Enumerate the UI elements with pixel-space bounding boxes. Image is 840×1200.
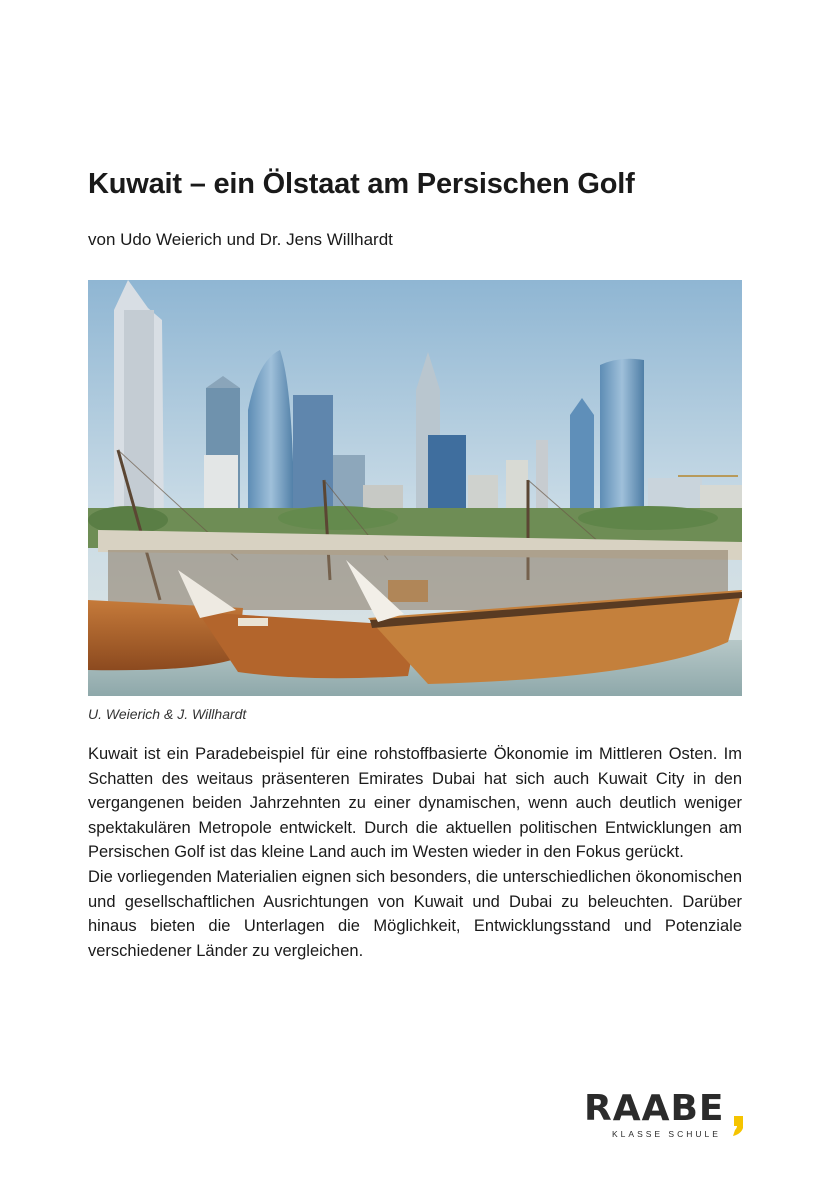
- logo-tagline: KLASSE SCHULE: [612, 1129, 721, 1139]
- document-title: Kuwait – ein Ölstaat am Persischen Golf: [88, 168, 635, 200]
- author-line: von Udo Weierich und Dr. Jens Willhardt: [88, 230, 393, 249]
- kuwait-city-harbor-photo: [88, 280, 742, 696]
- paragraph: Kuwait ist ein Paradebeispiel für eine rohstoffbasierte Ökonomie im Mittleren Osten. Im Schatten des weitaus präsenteren Emirates Dubai hat sich auch Kuwait City in den vergangenen beiden Jahrzehnten zu einer dynamischen, wenn auch deutlich weniger spektakulären Metropole entwickelt. Durch die aktuellen politischen Entwicklungen am Persischen Golf ist das kleine Land auch im Westen wieder in den Fokus gerückt.: [88, 745, 742, 862]
- logo-comma-icon: [732, 1098, 744, 1136]
- intro-text: [88, 742, 742, 963]
- image-caption: U. Weierich & J. Willhardt: [88, 706, 247, 722]
- logo-wordmark: RAABE: [584, 1088, 725, 1129]
- raabe-logo: [584, 1090, 746, 1140]
- paragraph: Die vorliegenden Materialien eignen sich besonders, die unterschiedlichen ökonomischen und gesellschaftlichen Ausrichtungen von Kuwait und Dubai zu beleuchten. Darüber hinaus bieten die Unterlagen die Möglichkeit, Entwicklungsstand und Potenziale verschiedener Länder zu vergleichen.: [88, 867, 742, 960]
